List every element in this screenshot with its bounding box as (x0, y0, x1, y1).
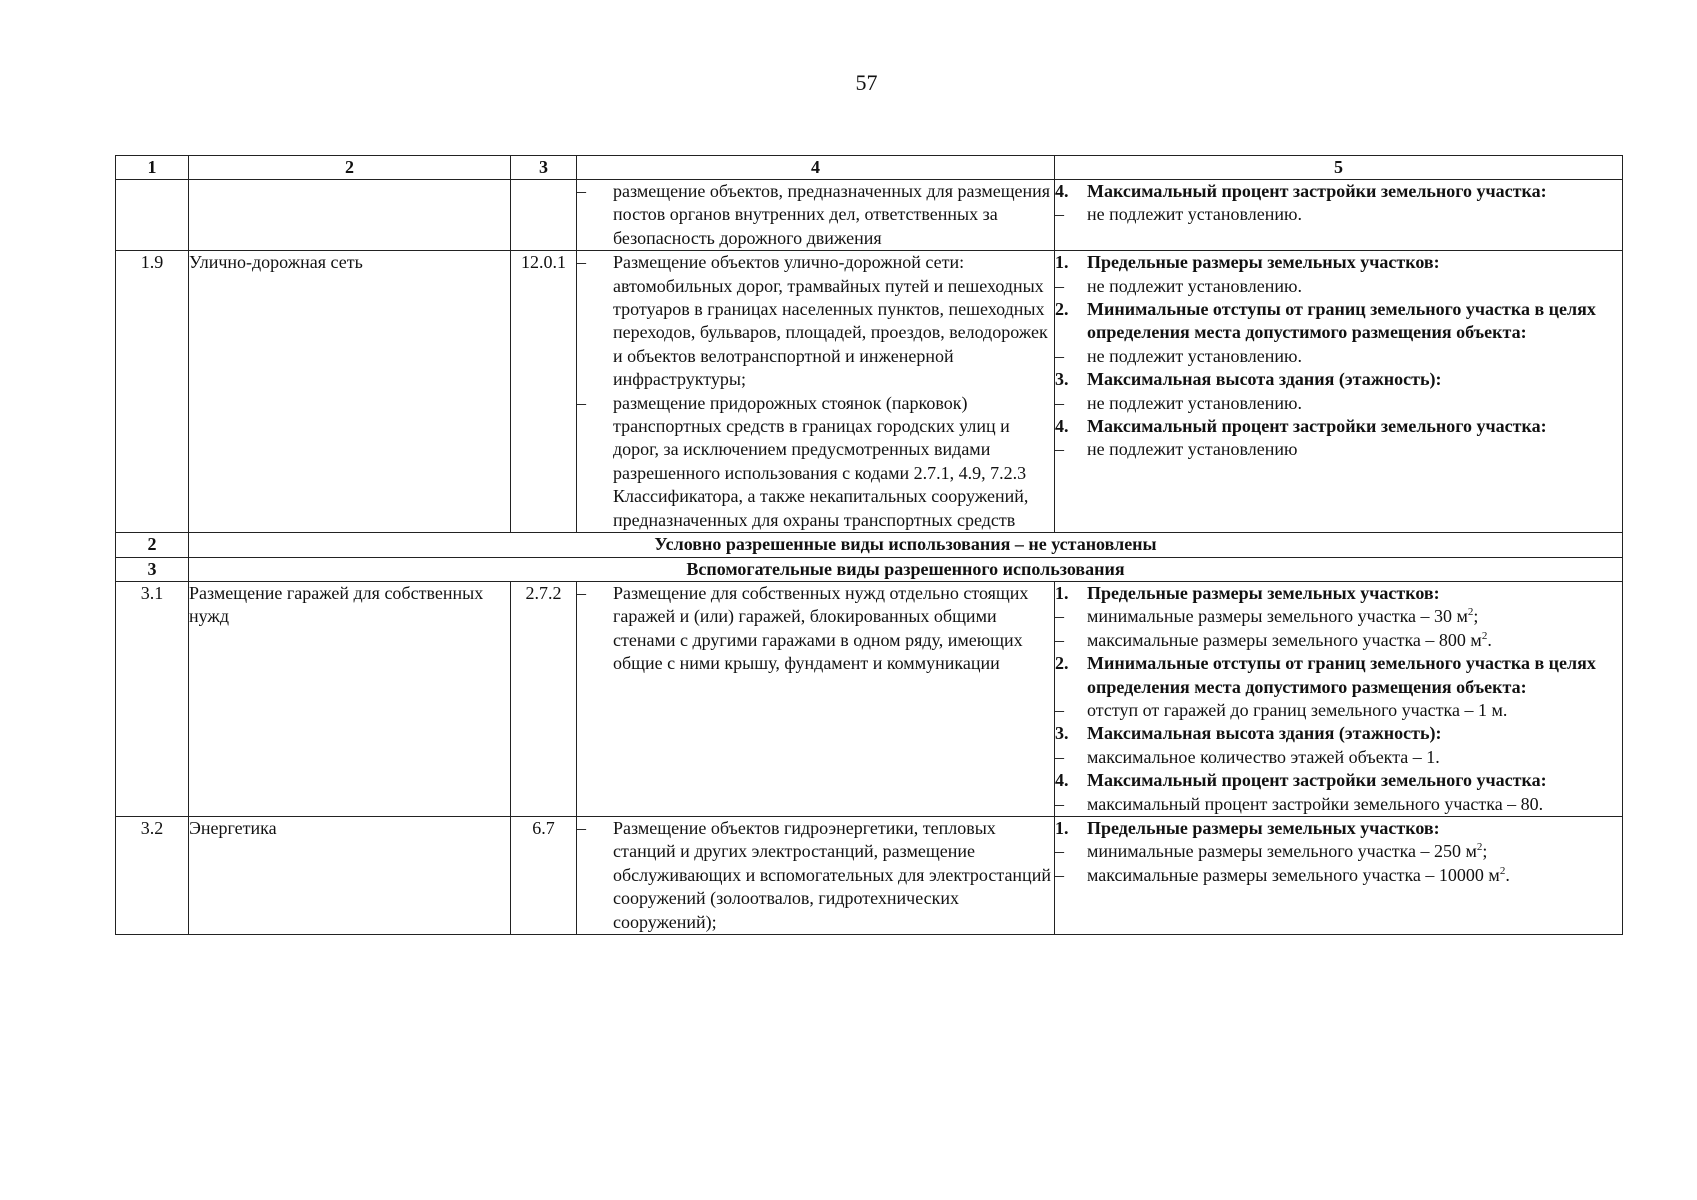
list-text-main: Предельные размеры земельных участков: (1087, 252, 1440, 273)
list-text-main: Минимальные отступы от границ земельного участка в целях определения места допустимого размещения объекта: (1087, 653, 1596, 697)
list-text-main: максимальное количество этажей объекта – 1. (1087, 746, 1440, 767)
list-item (1055, 793, 1622, 816)
list-marker: – (1055, 746, 1064, 767)
list-marker: 4. (1055, 770, 1069, 791)
list-marker: 2. (1055, 299, 1069, 320)
list-text-main: Минимальные отступы от границ земельного участка в целях определения места допустимого размещения объекта: (1087, 299, 1596, 343)
row-number (116, 180, 189, 251)
table-row (116, 180, 1623, 251)
section-number: 2 (116, 533, 189, 557)
list-marker: – (1055, 629, 1064, 650)
list-text-main: Максимальная высота здания (этажность): (1087, 723, 1442, 744)
list-marker: 2. (1055, 653, 1069, 674)
list-text-main: максимальный процент застройки земельного участка – 80. (1087, 793, 1544, 814)
list-text-main: Максимальный процент застройки земельного участка: (1087, 181, 1547, 201)
list-marker: – (1055, 275, 1064, 296)
list-text (1087, 298, 1622, 345)
list-text-main: отступ от гаражей до границ земельного участка – 1 м. (1087, 699, 1508, 720)
list-text-main: максимальные размеры земельного участка – 800 м (1087, 629, 1482, 650)
header-col-5: 5 (1055, 156, 1623, 180)
table-row (116, 581, 1623, 816)
list-text-main: не подлежит установлению. (1087, 275, 1302, 296)
row-parameters (1055, 581, 1623, 816)
list-text-main: размещение придорожных стоянок (парковок) транспортных средств в границах городских улиц и дорог, за исключением предусмотренных видами разрешенного использования с кодами 2.7.1, 4.9, 7.2.3 Классификатора, а также некапитальных сооружений, предназначенных для охраны транспортных средств (613, 392, 1029, 530)
row-number: 3.2 (116, 816, 189, 934)
list-item (1055, 652, 1622, 699)
list-text (1087, 275, 1622, 298)
list-marker: 3. (1055, 369, 1069, 390)
list-marker: 1. (1055, 252, 1069, 273)
list-text (1087, 438, 1622, 461)
table-body (116, 180, 1623, 935)
header-col-2: 2 (189, 156, 511, 180)
list-text (1087, 793, 1622, 816)
section-title: Условно разрешенные виды использования – не установлены (189, 533, 1623, 557)
list-text (1087, 180, 1622, 203)
list-text (1087, 699, 1622, 722)
list-text-tail: . (1487, 629, 1492, 650)
list-text (1087, 817, 1622, 840)
superscript: 2 (1499, 864, 1506, 877)
list-text-main: Предельные размеры земельных участков: (1087, 817, 1440, 838)
row-number: 1.9 (116, 251, 189, 533)
list-item (1055, 629, 1622, 652)
list-text-main: Размещение объектов гидроэнергетики, тепловых станций и других электростанций, размещение обслуживающих и вспомогательных для электростанций сооружений (золоотвалов, гидротехнических сооружений); (613, 817, 1051, 932)
list-marker: – (577, 582, 586, 603)
list-text (1087, 415, 1622, 438)
list-marker: – (1055, 392, 1064, 413)
list-marker: – (577, 392, 586, 413)
list-marker: – (1055, 864, 1064, 885)
row-description (577, 816, 1055, 934)
list-text-tail: ; (1482, 841, 1488, 862)
header-col-3: 3 (511, 156, 577, 180)
list-text-main: Максимальная высота здания (этажность): (1087, 369, 1442, 390)
list-marker: 1. (1055, 582, 1069, 603)
list-item (577, 582, 1054, 676)
list-marker: 3. (1055, 723, 1069, 744)
list-text (1087, 840, 1622, 863)
list-text-tail: ; (1473, 606, 1479, 627)
list-text (613, 392, 1054, 532)
list-item (1055, 582, 1622, 605)
list-marker: – (1055, 699, 1064, 720)
list-item (1055, 203, 1622, 226)
list-text (1087, 605, 1622, 628)
list-item (1055, 438, 1622, 461)
list-text (1087, 392, 1622, 415)
table-row (116, 816, 1623, 934)
list-text (613, 817, 1054, 934)
list-text-main: Предельные размеры земельных участков: (1087, 582, 1440, 603)
row-name (189, 180, 511, 251)
list-marker: – (1055, 345, 1064, 366)
list-item (577, 817, 1054, 934)
list-item (1055, 415, 1622, 438)
list-marker: – (577, 817, 586, 838)
list-text-main: Размещение для собственных нужд отдельно стоящих гаражей и (или) гаражей, блокированных общими стенами с другими гаражами в одном ряду, имеющих общие с ними крышу, фундамент и коммуникации (613, 582, 1029, 674)
list-item (1055, 345, 1622, 368)
list-text-main: максимальные размеры земельного участка – 10000 м (1087, 864, 1500, 885)
list-text-main: не подлежит установлению. (1087, 392, 1302, 413)
row-parameters (1055, 816, 1623, 934)
list-text-main: не подлежит установлению. (1087, 345, 1302, 366)
list-marker: – (1055, 793, 1064, 814)
land-use-table (115, 155, 1623, 935)
list-text (1087, 251, 1622, 274)
row-description (577, 251, 1055, 533)
row-parameters (1055, 180, 1623, 251)
row-name: Размещение гаражей для собственных нужд (189, 581, 511, 816)
list-text (1087, 722, 1622, 745)
header-col-4: 4 (577, 156, 1055, 180)
list-marker: 4. (1055, 416, 1069, 437)
page-number: 57 (855, 70, 878, 95)
list-item (1055, 817, 1622, 840)
list-item (1055, 864, 1622, 887)
list-marker: 1. (1055, 817, 1069, 838)
list-marker: – (1055, 204, 1064, 225)
list-item (1055, 368, 1622, 391)
header-col-1: 1 (116, 156, 189, 180)
list-text (1087, 769, 1622, 792)
list-item (1055, 840, 1622, 863)
list-marker: – (1055, 606, 1064, 627)
list-marker: – (1055, 841, 1064, 862)
list-text (613, 582, 1054, 676)
list-marker: 4. (1055, 181, 1069, 201)
list-text (1087, 345, 1622, 368)
list-text-main: не подлежит установлению. (1087, 204, 1302, 225)
list-text (1087, 746, 1622, 769)
row-parameters (1055, 251, 1623, 533)
list-text (1087, 203, 1622, 226)
row-name: Улично-дорожная сеть (189, 251, 511, 533)
list-item (1055, 699, 1622, 722)
superscript: 2 (1467, 606, 1474, 619)
list-text-tail: . (1505, 864, 1510, 885)
list-item (577, 251, 1054, 391)
list-item (1055, 722, 1622, 745)
list-item (1055, 605, 1622, 628)
row-code: 6.7 (511, 816, 577, 934)
superscript: 2 (1481, 629, 1488, 642)
list-item (1055, 298, 1622, 345)
row-description (577, 581, 1055, 816)
row-number: 3.1 (116, 581, 189, 816)
list-item (1055, 769, 1622, 792)
list-text-main: Размещение объектов улично-дорожной сети: автомобильных дорог, трамвайных путей и пешеходных тротуаров в границах населенных пунктов, пешеходных переходов, бульваров, площадей, проездов, велодорожек и объектов велотранспортной и инженерной инфраструктуры; (613, 252, 1048, 390)
row-code (511, 180, 577, 251)
list-text (1087, 652, 1622, 699)
list-item (1055, 746, 1622, 769)
row-name: Энергетика (189, 816, 511, 934)
list-item (1055, 275, 1622, 298)
section-row (116, 533, 1623, 557)
list-text-main: Максимальный процент застройки земельного участка: (1087, 770, 1547, 791)
list-text (1087, 629, 1622, 652)
superscript: 2 (1476, 841, 1483, 854)
list-item (577, 392, 1054, 532)
list-text-main: размещение объектов, предназначенных для размещения постов органов внутренних дел, ответственных за безопасность дорожного движения (613, 181, 1051, 248)
section-number: 3 (116, 557, 189, 581)
list-text (613, 251, 1054, 391)
list-item (577, 180, 1054, 250)
row-code: 12.0.1 (511, 251, 577, 533)
list-text (1087, 368, 1622, 391)
list-item (1055, 251, 1622, 274)
list-marker: – (1055, 439, 1064, 460)
table-row (116, 251, 1623, 533)
list-item (1055, 392, 1622, 415)
list-text (1087, 864, 1622, 887)
section-row (116, 557, 1623, 581)
list-text (1087, 582, 1622, 605)
list-text-main: Максимальный процент застройки земельного участка: (1087, 416, 1547, 437)
list-item (1055, 180, 1622, 203)
list-marker: – (577, 252, 586, 273)
list-text (613, 180, 1054, 250)
section-title: Вспомогательные виды разрешенного использования (189, 557, 1623, 581)
list-text-main: минимальные размеры земельного участка – 30 м (1087, 606, 1468, 627)
row-code: 2.7.2 (511, 581, 577, 816)
row-description (577, 180, 1055, 251)
list-text-main: минимальные размеры земельного участка – 250 м (1087, 841, 1477, 862)
list-marker: – (577, 181, 586, 201)
list-text-main: не подлежит установлению (1087, 439, 1298, 460)
header-row (116, 156, 1623, 180)
